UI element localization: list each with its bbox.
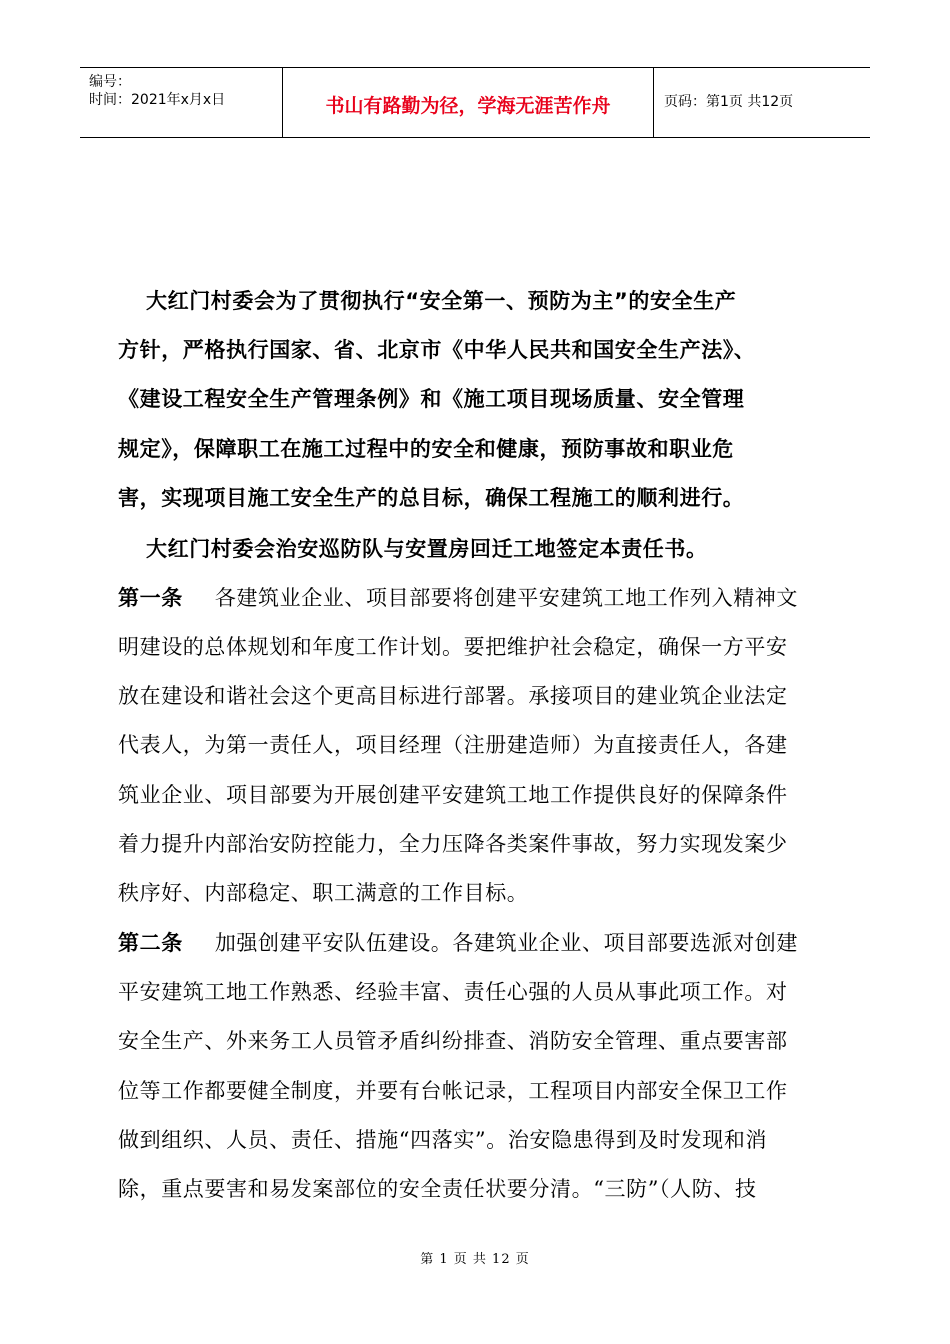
article-2-first-line — [118, 927, 798, 957]
intro-line: 方针，严格执行国家、省、北京市《中华人民共和国安全生产法》、 — [118, 338, 756, 362]
article-1-line: 放在建设和谐社会这个更高目标进行部署。承接项目的建业筑企业法定 — [118, 684, 788, 708]
motto: 书山有路勤为径，学海无涯苦作舟 — [325, 95, 611, 117]
article-1-line: 代表人，为第一责任人，项目经理（注册建造师）为直接责任人，各建 — [118, 733, 788, 757]
page-info: 页码：第1页 共12页 — [664, 94, 794, 110]
intro-line: 大红门村委会治安巡防队与安置房回迁工地签定本责任书。 — [146, 537, 708, 561]
article-1-label: 第一条 — [118, 586, 183, 610]
article-2-line: 位等工作都要健全制度，并要有台帐记录，工程项目内部安全保卫工作 — [118, 1079, 788, 1103]
article-1-line: 明建设的总体规划和年度工作计划。要把维护社会稳定，确保一方平安 — [118, 635, 788, 659]
intro-line: 害，实现项目施工安全生产的总目标，确保工程施工的顺利进行。 — [118, 486, 745, 510]
page-footer: 第 1 页 共 12 页 — [420, 1252, 530, 1267]
document-header — [80, 67, 870, 138]
article-1-line: 着力提升内部治安防控能力，全力压降各类案件事故，努力实现发案少 — [118, 832, 788, 856]
article-1-first-line — [118, 582, 798, 612]
article-2-line: 安全生产、外来务工人员管矛盾纠纷排查、消防安全管理、重点要害部 — [118, 1029, 788, 1053]
article-2-line: 做到组织、人员、责任、措施“四落实”。治安隐患得到及时发现和消 — [118, 1128, 768, 1152]
intro-line: 大红门村委会为了贯彻执行“安全第一、预防为主”的安全生产 — [146, 289, 737, 313]
article-2-label: 第二条 — [118, 931, 183, 955]
number-label: 编号： — [89, 74, 131, 90]
intro-line: 规定》，保障职工在施工过程中的安全和健康，预防事故和职业危 — [118, 437, 734, 461]
header-right-cell — [654, 68, 870, 137]
article-2-line: 除，重点要害和易发案部位的安全责任状要分清。“三防”（人防、技 — [118, 1177, 757, 1201]
article-1-line: 秩序好、内部稳定、职工满意的工作目标。 — [118, 881, 529, 905]
article-1-text: 各建筑业企业、项目部要将创建平安建筑工地工作列入精神文 — [214, 586, 799, 610]
article-2-text: 加强创建平安队伍建设。各建筑业企业、项目部要选派对创建 — [214, 931, 799, 955]
article-1-line: 筑业企业、项目部要为开展创建平安建筑工地工作提供良好的保障条件 — [118, 783, 788, 807]
intro-line: 《建设工程安全生产管理条例》和《施工项目现场质量、安全管理 — [118, 387, 745, 411]
header-left-cell — [80, 68, 280, 137]
header-motto-cell — [282, 68, 654, 137]
date-line: 时间：2021年x月x日 — [89, 92, 226, 108]
article-2-line: 平安建筑工地工作熟悉、经验丰富、责任心强的人员从事此项工作。对 — [118, 980, 788, 1004]
